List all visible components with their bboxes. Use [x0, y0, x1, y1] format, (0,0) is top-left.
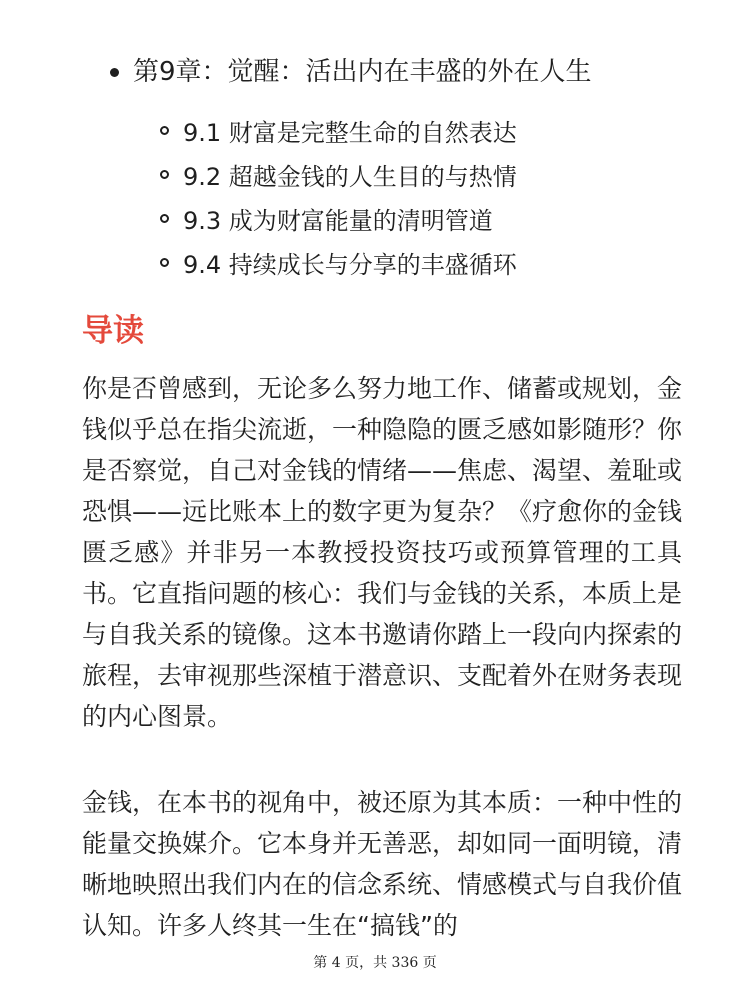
bullet-circle-icon [160, 258, 169, 267]
toc-section-item [160, 196, 517, 240]
intro-paragraph-1: 你是否曾感到，无论多么努力地工作、储蓄或规划，金钱似乎总在指尖流逝，一种隐隐的匮乏感如影随形？你是否察觉，自己对金钱的情绪——焦虑、渴望、羞耻或恐惧——远比账本上的数字更为复杂？《疗愈你的金钱匮乏感》并非另一本教授投资技巧或预算管理的工具书。它直指问题的核心：我们与金钱的关系，本质上是与自我关系的镜像。这本书邀请你踏上一段向内探索的旅程，去审视那些深植于潜意识、支配着外在财务表现的内心图景。 [82, 374, 683, 731]
bullet-circle-icon [160, 126, 169, 135]
toc-section-item [160, 240, 517, 284]
toc-section-title: 9.4 持续成长与分享的丰盛循环 [183, 250, 517, 279]
toc-section-item [160, 152, 517, 196]
bullet-circle-icon [160, 170, 169, 179]
toc-chapter-item [110, 52, 592, 92]
toc-section-title: 9.3 成为财富能量的清明管道 [183, 206, 493, 235]
intro-paragraph-2: 金钱，在本书的视角中，被还原为其本质：一种中性的能量交换媒介。它本身并无善恶，却如同一面明镜，清晰地映照出我们内在的信念系统、情感模式与自我价值认知。许多人终其一生在“搞钱”的 [82, 788, 682, 940]
page-number: 第 4 页，共 336 页 [313, 955, 437, 971]
bullet-disc-icon [110, 68, 119, 77]
toc-section-list [160, 108, 517, 284]
toc-section-title: 9.1 财富是完整生命的自然表达 [183, 118, 517, 147]
toc-section-title: 9.2 超越金钱的人生目的与热情 [183, 162, 517, 191]
toc-chapter-title: 第9章：觉醒：活出内在丰盛的外在人生 [133, 57, 592, 87]
section-heading: 导读 [82, 313, 144, 349]
toc-section-item [160, 108, 517, 152]
bullet-circle-icon [160, 214, 169, 223]
